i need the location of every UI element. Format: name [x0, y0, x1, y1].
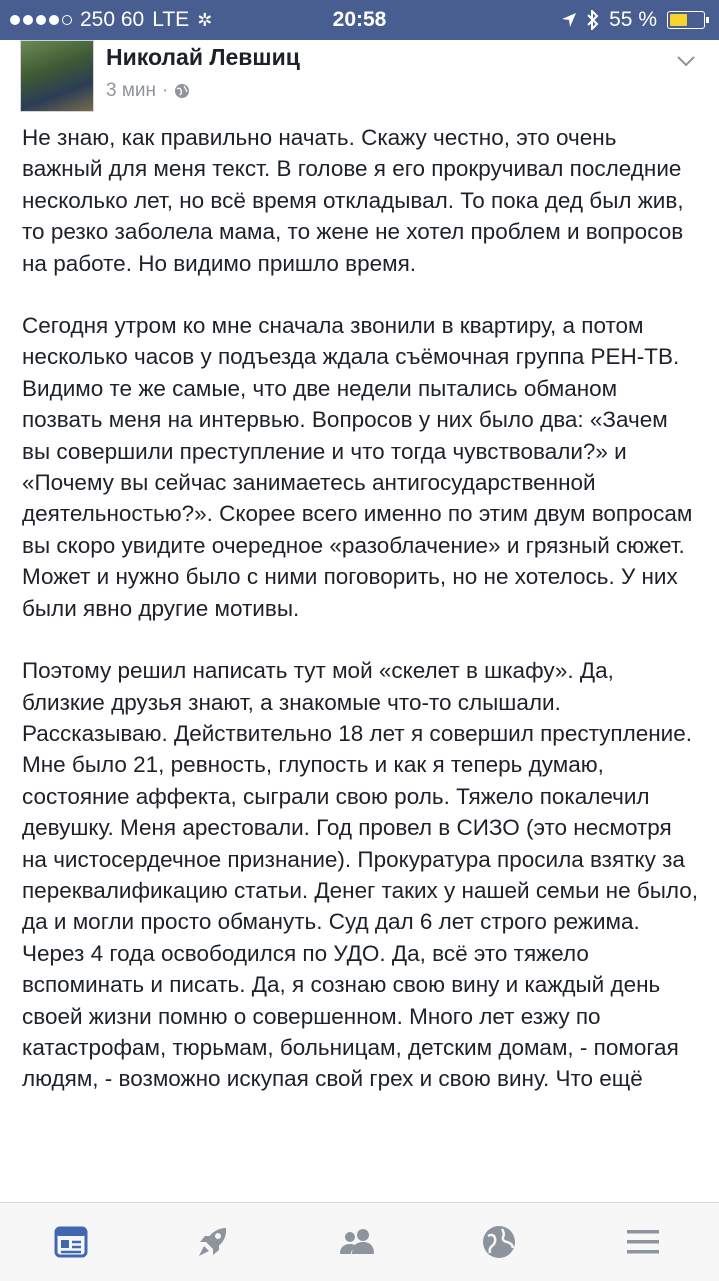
loading-icon: ✲ [197, 9, 213, 30]
post-meta [106, 80, 190, 102]
post-text [22, 122, 702, 1126]
news-feed-icon [53, 1224, 89, 1260]
tab-menu[interactable] [620, 1219, 666, 1265]
post-time[interactable]: 3 мин [106, 80, 157, 101]
battery-icon [667, 11, 705, 29]
avatar[interactable] [20, 40, 94, 112]
status-bar [0, 0, 719, 40]
tab-news-feed[interactable] [48, 1219, 94, 1265]
post-header [0, 40, 719, 120]
post-paragraph-3: Поэтому решил написать тут мой «скелет в шкафу». Да, близкие друзья знают, а знакомые что-то слышали. Рассказываю. Действительно 18 лет я совершил преступление. Мне было 21, ревность, глупость и как я теперь думаю, состояние аффекта, сыграли свою роль. Тяжело покалечил девушку. Меня арестовали. Год провел в СИЗО (это несмотря на чистосердечное признание). Прокуратура просила взятку за переквалификацию статьи. Денег таких у нашей семьи не было, да и могли просто обмануть. Суд дал 6 лет строго режима. Через 4 года освободился по УДО. Да, всё это тяжело вспоминать и писать. Да, я сознаю свою вину и каждый день своей жизни помню о совершенном. Много лет езжу по катастрофам, тюрьмам, больницам, детским домам, - помогая людям, - возможно искупая свой грех и свою вину. Что ещё [22, 658, 699, 1092]
globe-icon [481, 1224, 517, 1260]
bottom-tab-bar [0, 1202, 719, 1281]
post-paragraph-1: Не знаю, как правильно начать. Скажу честно, это очень важный для меня текст. В голове я его прокручивал последние несколько лет, но всё время откладывал. То пока дед был жив, то резко заболела мама, то жене не хотел проблем и вопросов на работе. Но видимо пришло время. [22, 125, 684, 276]
globe-privacy-icon [174, 83, 190, 99]
tab-friends[interactable] [334, 1219, 380, 1265]
tab-rocket[interactable] [190, 1219, 236, 1265]
hamburger-menu-icon [625, 1224, 661, 1260]
clock: 20:58 [332, 8, 387, 31]
battery-percent: 55 % [609, 8, 657, 31]
post-paragraph-2: Сегодня утром ко мне сначала звонили в квартиру, а потом несколько часов у подъезда ждала съёмочная группа РЕН-ТВ. Видимо те же самые, что две недели пытались обманом позвать меня на интервью. Вопросов у них было два: «Зачем вы совершили преступление и что тогда чувствовали?» и «Почему вы сейчас занимаетесь антигосударственной деятельностью?». Скорее всего именно по этим двум вопросам вы скоро увидите очередное «разоблачение» и грязный сюжет. Может и нужно было с ними поговорить, но не хотелось. У них были явно другие мотивы. [22, 313, 693, 621]
status-right [561, 8, 705, 32]
carrier-name: 250 60 [80, 8, 145, 31]
meta-separator: · [162, 80, 169, 101]
network-type: LTE [152, 8, 190, 31]
chevron-down-icon[interactable] [675, 50, 697, 72]
friends-icon [337, 1224, 377, 1260]
bluetooth-icon [587, 10, 599, 30]
author-name[interactable]: Николай Левшиц [106, 44, 300, 70]
tab-notifications[interactable] [476, 1219, 522, 1265]
location-arrow-icon [561, 12, 577, 28]
rocket-icon [195, 1224, 231, 1260]
